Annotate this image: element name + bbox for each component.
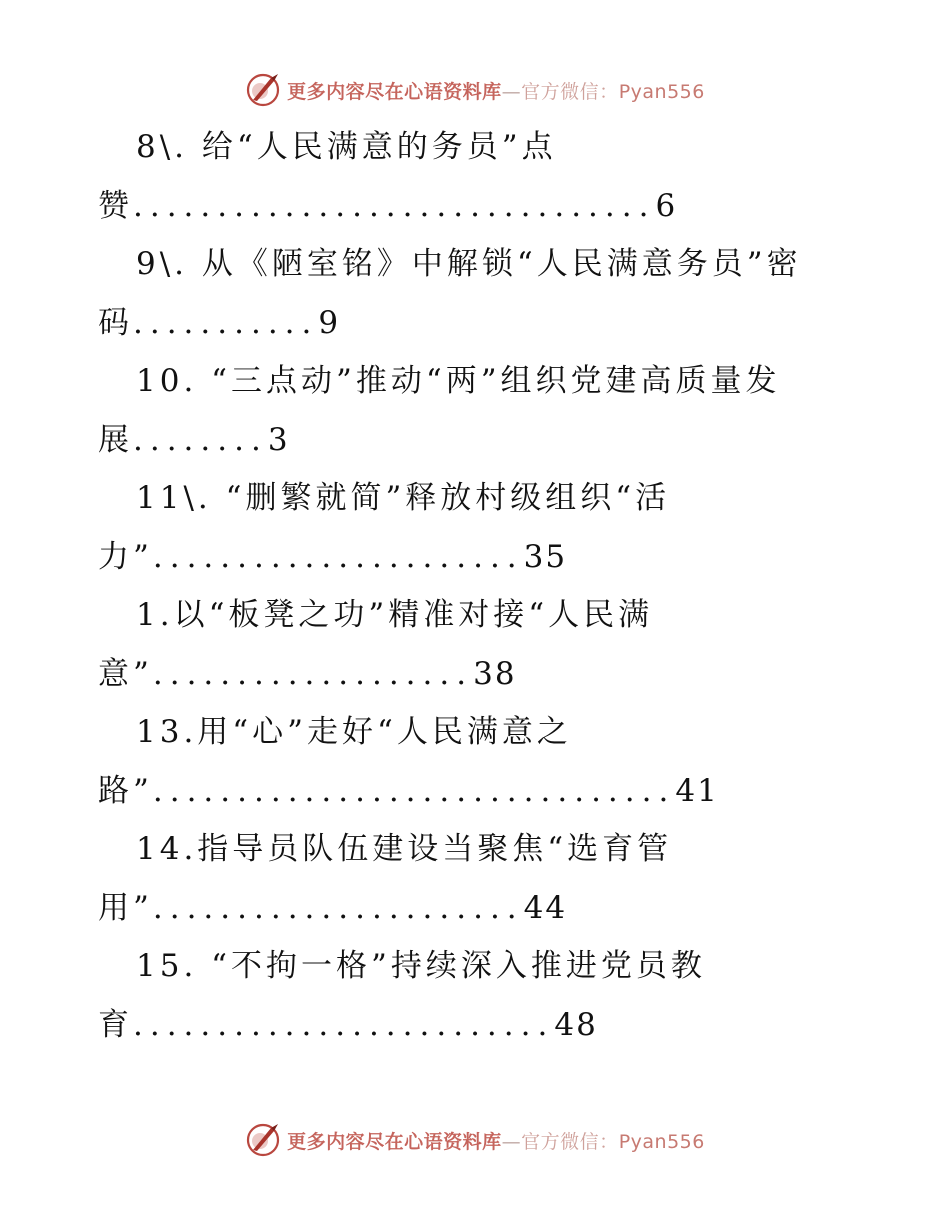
toc-leader-dots: ......................... bbox=[133, 1006, 555, 1043]
toc-page-number: 35 bbox=[523, 538, 568, 575]
quill-logo-icon bbox=[245, 1122, 281, 1158]
watermark-wechat-id: Pyan556 bbox=[618, 1130, 705, 1153]
toc-leader-dots: ............................... bbox=[133, 187, 656, 224]
toc-entry-page-line bbox=[0, 294, 950, 353]
toc-entry[interactable] bbox=[0, 352, 950, 469]
toc-entry-page-line bbox=[0, 645, 950, 704]
toc-entry-title: 11\. “删繁就简”释放村级组织“活 bbox=[136, 480, 671, 516]
watermark-cn-text: 更多内容尽在心语资料库 bbox=[287, 1130, 502, 1153]
toc-leader-dots: ............................... bbox=[152, 772, 676, 809]
toc-entry-page-line bbox=[0, 528, 950, 587]
toc-entry[interactable] bbox=[0, 469, 950, 586]
toc-page-number: 3 bbox=[267, 421, 290, 458]
watermark-separator: — bbox=[501, 1130, 522, 1153]
toc-leader-dots: ...................... bbox=[152, 889, 524, 926]
watermark-text bbox=[287, 77, 705, 104]
toc-entry-title: 1.以“板凳之功”精准对接“人民满 bbox=[136, 597, 654, 633]
toc-entry-page-line bbox=[0, 177, 950, 236]
watermark-wechat-id: Pyan556 bbox=[618, 80, 705, 103]
toc-leader-dots: ................... bbox=[152, 655, 474, 692]
table-of-contents bbox=[0, 118, 950, 1054]
watermark-text bbox=[287, 1127, 705, 1154]
toc-entry-tail: 力” bbox=[98, 538, 153, 575]
toc-entry-tail: 路” bbox=[98, 772, 153, 809]
toc-page-number: 6 bbox=[655, 187, 678, 224]
toc-entry-title: 10. “三点动”推动“两”组织党建高质量发 bbox=[136, 363, 781, 399]
toc-entry-title: 15. “不拘一格”持续深入推进党员教 bbox=[136, 948, 706, 984]
toc-entry-page-line bbox=[0, 996, 950, 1055]
toc-entry-tail: 意” bbox=[98, 655, 153, 692]
toc-entry-page-line bbox=[0, 879, 950, 938]
toc-entry-tail: 用” bbox=[98, 889, 153, 926]
toc-entry[interactable] bbox=[0, 586, 950, 703]
toc-entry-title: 9\. 从《陋室铭》中解锁“人民满意务员”密 bbox=[136, 246, 802, 282]
toc-entry-title: 8\. 给“人民满意的务员”点 bbox=[136, 129, 557, 165]
toc-entry-tail: 赞 bbox=[98, 187, 133, 224]
toc-leader-dots: ........... bbox=[133, 304, 319, 341]
toc-entry-title: 14.指导员队伍建设当聚焦“选育管 bbox=[136, 831, 673, 867]
toc-page-number: 44 bbox=[523, 889, 568, 926]
watermark-label: 官方微信： bbox=[521, 80, 619, 103]
toc-entry[interactable] bbox=[0, 235, 950, 352]
toc-entry-tail: 展 bbox=[98, 421, 133, 458]
toc-entry-title: 13.用“心”走好“人民满意之 bbox=[136, 714, 572, 750]
watermark-label: 官方微信： bbox=[521, 1130, 619, 1153]
toc-entry[interactable] bbox=[0, 937, 950, 1054]
toc-leader-dots: ...................... bbox=[152, 538, 524, 575]
quill-logo-icon bbox=[245, 72, 281, 108]
toc-leader-dots: ........ bbox=[133, 421, 268, 458]
toc-page-number: 9 bbox=[318, 304, 341, 341]
toc-entry-page-line bbox=[0, 411, 950, 470]
toc-entry[interactable] bbox=[0, 820, 950, 937]
toc-page-number: 41 bbox=[675, 772, 719, 809]
toc-entry-page-line bbox=[0, 762, 950, 821]
toc-page-number: 48 bbox=[554, 1006, 598, 1043]
toc-entry-tail: 码 bbox=[98, 304, 133, 341]
toc-entry[interactable] bbox=[0, 703, 950, 820]
watermark-footer bbox=[0, 1120, 950, 1160]
toc-entry[interactable] bbox=[0, 118, 950, 235]
toc-page-number: 38 bbox=[473, 655, 517, 692]
watermark-cn-text: 更多内容尽在心语资料库 bbox=[287, 80, 502, 103]
watermark-separator: — bbox=[501, 80, 522, 103]
toc-entry-tail: 育 bbox=[98, 1006, 133, 1043]
watermark-header bbox=[0, 70, 950, 110]
